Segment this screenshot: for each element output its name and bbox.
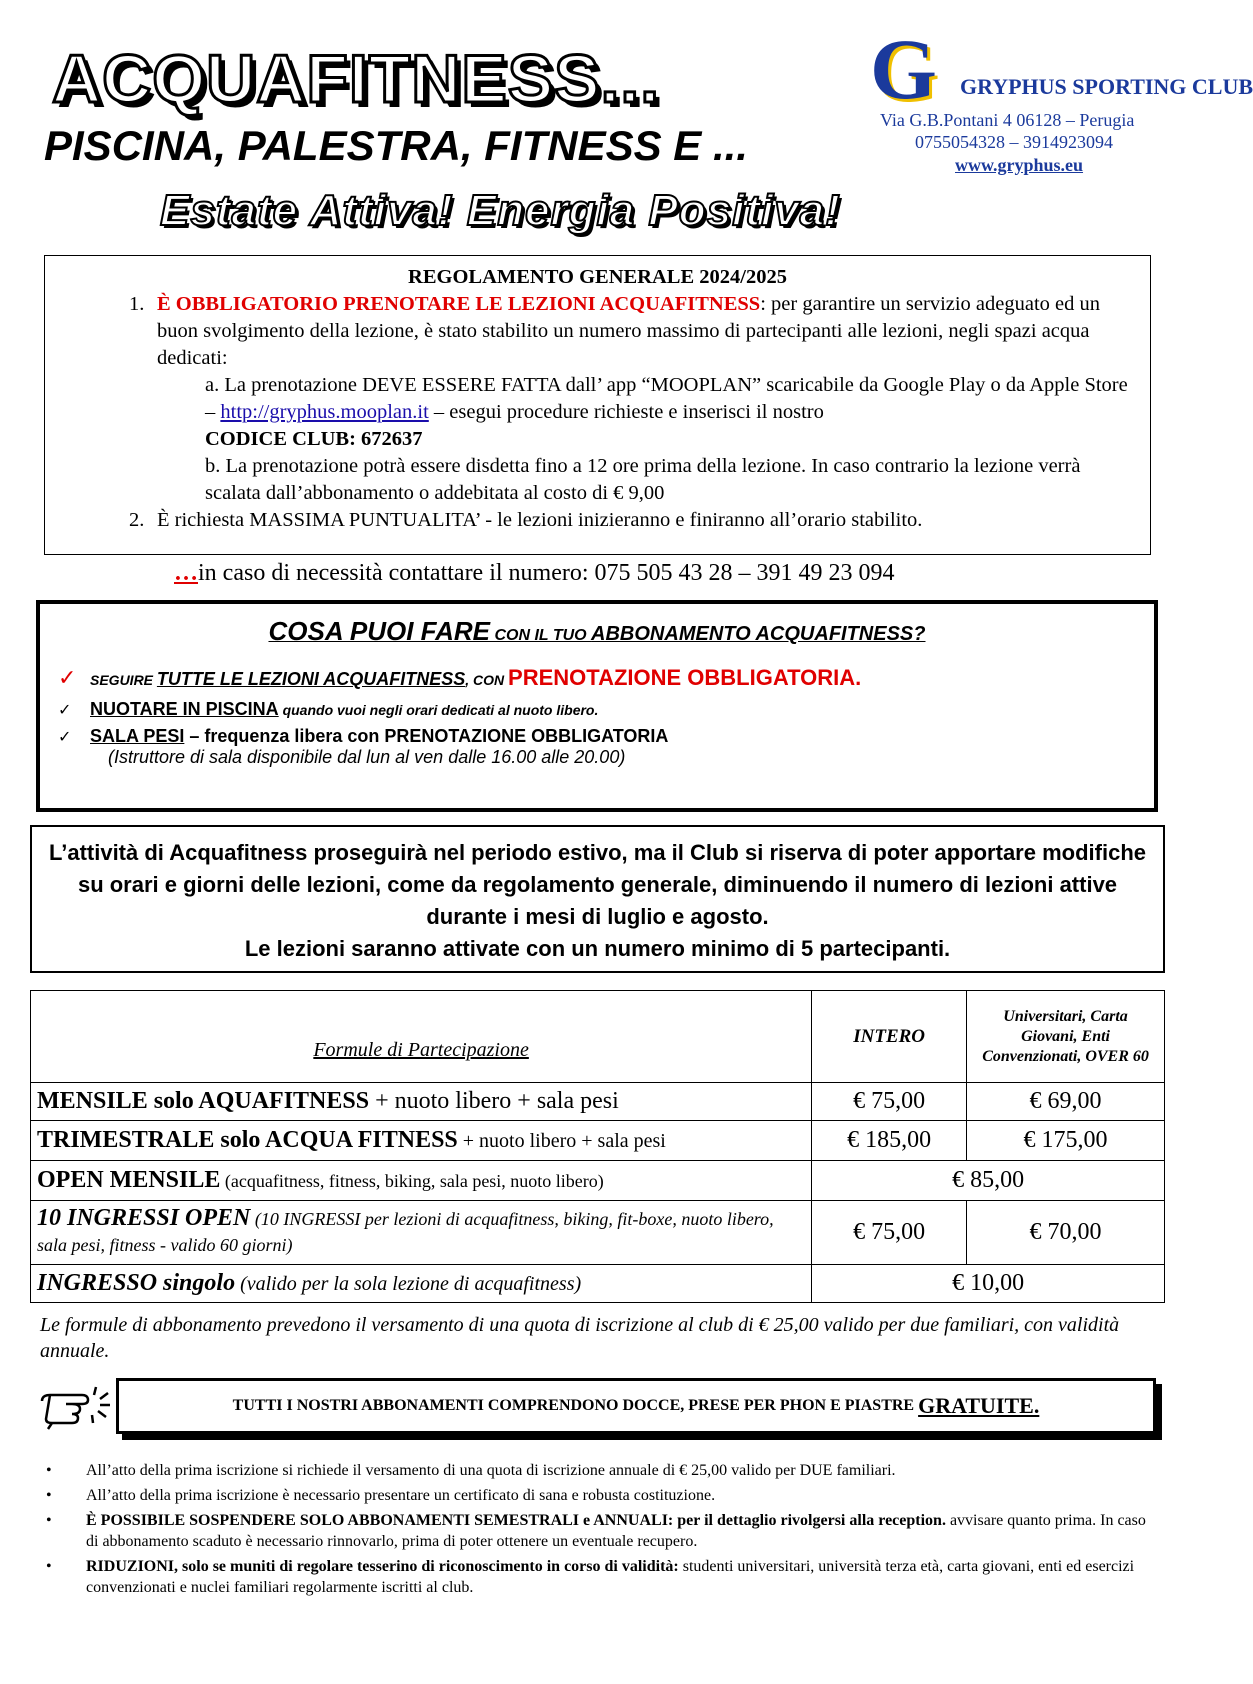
- logo-g-icon: G: [870, 21, 937, 117]
- benefit-lessons: ✓ SEGUIRE TUTTE LE LEZIONI ACQUAFITNESS, CON PRENOTAZIONE OBBLIGATORIA.: [58, 665, 862, 691]
- main-title: ACQUAFITNESS...: [52, 41, 661, 117]
- benefit-gym: ✓ SALA PESI – frequenza libera con PRENOTAZIONE OBBLIGATORIA: [58, 726, 669, 746]
- conditions-list: [36, 1460, 1146, 1602]
- price-row-open-mensile: OPEN MENSILE (acquafitness, fitness, biking, sala pesi, nuoto libero) € 85,00: [31, 1161, 1165, 1201]
- club-code: CODICE CLUB: 672637: [205, 428, 423, 450]
- benefit-gym-note: (Istruttore di sala disponibile dal lun al ven dalle 16.00 alle 20.00): [108, 747, 626, 767]
- benefit-swimming: ✓ NUOTARE IN PISCINA quando vuoi negli orari dedicati al nuoto libero.: [58, 699, 599, 719]
- condition-item: • RIDUZIONI, solo se muniti di regolare tesserino di riconoscimento in corso di validità: studenti universitari, università terza età, carta giovani, enti ed esercizi convenzionati e nuclei familiari regolarmente iscritti al club.: [36, 1556, 1146, 1598]
- summer-notice-box: [30, 825, 1165, 973]
- summer-min-participants: Le lezioni saranno attivate con un numero minimo di 5 partecipanti.: [244, 936, 951, 961]
- included-services-banner: TUTTI I NOSTRI ABBONAMENTI COMPRENDONO DOCCE, PRESE PER PHON E PIASTRE GRATUITE.: [116, 1378, 1156, 1434]
- contact-ellipsis: …: [174, 560, 198, 586]
- checkmark-icon: ✓: [58, 727, 72, 746]
- header-intero: INTERO: [812, 991, 967, 1083]
- club-name: GRYPHUS SPORTING CLUB: [960, 74, 1253, 99]
- slogan: Estate Attiva! Energia Positiva!: [160, 186, 841, 235]
- club-website-link[interactable]: www.gryphus.eu: [955, 155, 1084, 175]
- rules-title: REGOLAMENTO GENERALE 2024/2025: [408, 266, 787, 288]
- club-address: Via G.B.Pontani 4 06128 – Perugia: [880, 110, 1135, 130]
- price-row-mensile: MENSILE solo AQUAFITNESS + nuoto libero + sala pesi € 75,00 € 69,00: [31, 1083, 1165, 1121]
- club-phones: 0755054328 – 3914923094: [915, 132, 1113, 152]
- benefits-title: COSA PUOI FARE CON IL TUO ABBONAMENTO ACQUAFITNESS?: [268, 616, 926, 646]
- club-logo: [870, 21, 1253, 117]
- checkmark-icon: ✓: [58, 700, 72, 719]
- gratuite-emphasis: GRATUITE.: [918, 1393, 1040, 1418]
- subscription-fee-note: Le formule di abbonamento prevedono il versamento di una quota di iscrizione al club di € 25,00 valido per due familiari, con validità annuale.: [40, 1314, 1120, 1362]
- condition-item: • All’atto della prima iscrizione si richiede il versamento di una quota di iscrizione annuale di € 25,00 valido per DUE familiari.: [36, 1460, 1146, 1481]
- price-table: [30, 990, 1165, 1303]
- price-row-10-ingressi: 10 INGRESSI OPEN (10 INGRESSI per lezioni di acquafitness, biking, fit-boxe, nuoto libero, sala pesi, fitness - valido 60 giorni) € 75,00 € 70,00: [31, 1201, 1165, 1265]
- pointing-hand-icon: [38, 1385, 112, 1431]
- header-ridotto: Universitari, Carta Giovani, Enti Convenzionati, OVER 60: [967, 991, 1165, 1083]
- contact-line: …in caso di necessità contattare il numero: 075 505 43 28 – 391 49 23 094: [174, 560, 895, 586]
- header-formule: Formule di Partecipazione: [31, 991, 812, 1083]
- mooplan-link[interactable]: http://gryphus.mooplan.it: [220, 401, 429, 423]
- rules-item-1a: a. La prenotazione DEVE ESSERE FATTA dall’ app “MOOPLAN” scaricabile da Google Play o da Apple Store – http://gryphus.mooplan.it – esegui procedure richieste e inserisci il nostro CODICE CLUB: 672637: [205, 374, 1128, 450]
- condition-item: • È POSSIBILE SOSPENDERE SOLO ABBONAMENTI SEMESTRALI e ANNUALI: per il dettaglio rivolgersi alla reception. avvisare quanto prima. In caso di abbonamento scaduto è necessario rinnovarlo, prima di poter ottenere un eventuale recupero.: [36, 1510, 1146, 1552]
- rules-item-1-highlight: È OBBLIGATORIO PRENOTARE LE LEZIONI ACQUAFITNESS: [157, 293, 761, 315]
- rules-item-2: 2. È richiesta MASSIMA PUNTUALITA’ - le lezioni inizieranno e finiranno all’orario stabilito.: [129, 509, 923, 531]
- rules-item-1: 1. È OBBLIGATORIO PRENOTARE LE LEZIONI ACQUAFITNESS: per garantire un servizio adeguato ed un buon svolgimento della lezione, è stato stabilito un numero massimo di partecipanti alle lezioni, negli spazi acqua dedicati:: [129, 293, 1101, 369]
- checkmark-icon: ✓: [58, 666, 77, 691]
- price-row-trimestrale: TRIMESTRALE solo ACQUA FITNESS + nuoto libero + sala pesi € 185,00 € 175,00: [31, 1121, 1165, 1161]
- subtitle: PISCINA, PALESTRA, FITNESS E ...: [44, 122, 748, 169]
- rules-box: [44, 255, 1151, 555]
- price-row-ingresso-singolo: INGRESSO singolo (valido per la sola lezione di acquafitness) € 10,00: [31, 1265, 1165, 1303]
- condition-item: • All’atto della prima iscrizione è necessario presentare un certificato di sana e robusta costituzione.: [36, 1485, 1146, 1506]
- subscription-benefits-box: [36, 600, 1158, 812]
- summer-notice-text: L’attività di Acquafitness proseguirà nel periodo estivo, ma il Club si riserva di poter apportare modifiche su orari e giorni delle lezioni, come da regolamento generale, diminuendo il numero di lezioni attive durante i mesi di luglio e agosto.: [49, 840, 1146, 929]
- rules-item-1b: b. La prenotazione potrà essere disdetta fino a 12 ore prima della lezione. In caso contrario la lezione verrà scalata dall’abbonamento o addebitata al costo di € 9,00: [205, 455, 1081, 504]
